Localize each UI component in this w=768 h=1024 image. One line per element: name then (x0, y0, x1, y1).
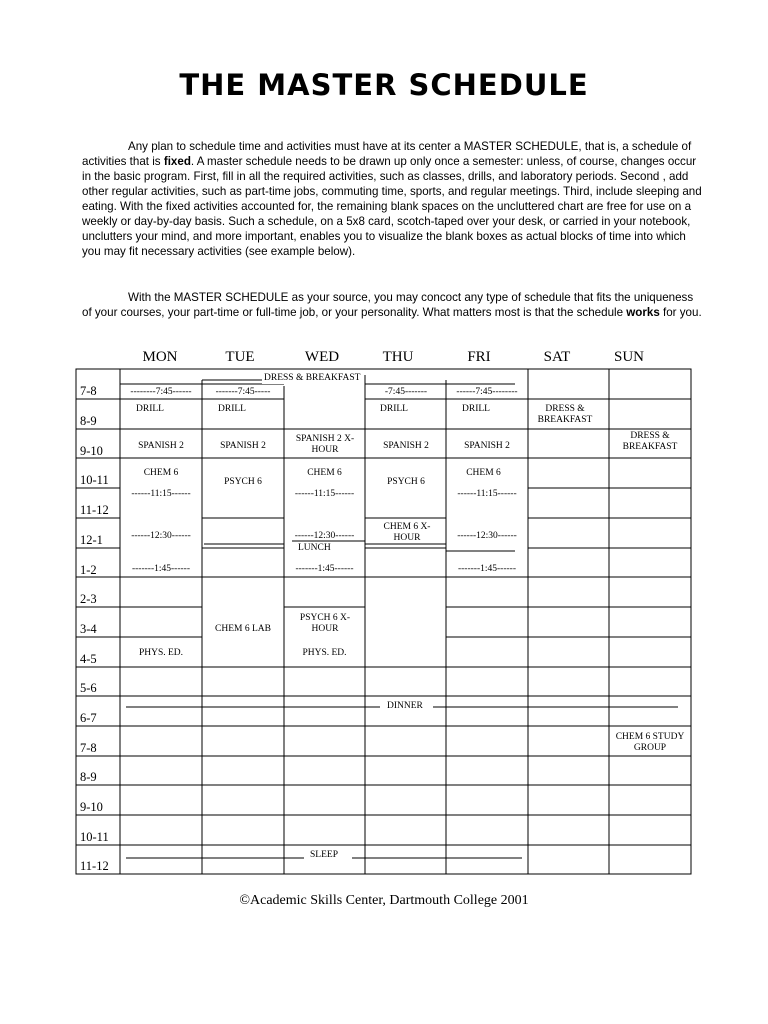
time-label: 10-11 (80, 830, 109, 844)
time-label: 11-12 (80, 503, 109, 517)
day-header-thu: THU (382, 349, 414, 365)
schedule-entry: CHEM 6 LAB (215, 624, 271, 634)
schedule-entry: ------12:30------ (294, 531, 355, 541)
schedule-entry: PSYCH 6 (224, 477, 262, 487)
second-text-end: for you. (659, 306, 702, 319)
schedule-entry: CHEM 6 (143, 468, 179, 478)
time-label: 12-1 (80, 533, 103, 547)
schedule-entry: DRILL (380, 404, 408, 414)
day-header-wed: WED (304, 349, 340, 365)
dress-breakfast-label: DRESS & BREAKFAST (264, 373, 361, 383)
day-header-sun: SUN (613, 349, 644, 365)
schedule-entry: DRESS & BREAKFAST (537, 404, 593, 425)
intro-text-start: Any plan to schedule time and activities must have at its center a MASTER SCHEDULE, that is, a schedule of activities that is (82, 140, 692, 168)
schedule-entry: SPANISH 2 (138, 441, 184, 451)
schedule-entry: -------1:45------ (131, 564, 191, 574)
time-label: 7-8 (80, 384, 97, 398)
day-header-tue: TUE (225, 349, 255, 365)
schedule-entry: ------12:30------ (131, 531, 191, 541)
lunch-label: LUNCH (298, 543, 331, 553)
schedule-entry: DRILL (136, 404, 164, 414)
day-header-fri: FRI (467, 349, 491, 365)
schedule-entry: --------7:45------ (130, 387, 192, 397)
schedule-entry: DRILL (218, 404, 246, 414)
schedule-entry: -------1:45------ (295, 564, 354, 574)
schedule-entry: ------11:15------ (131, 489, 191, 499)
sleep-label: SLEEP (310, 850, 338, 860)
schedule-entry: ------12:30------ (457, 531, 517, 541)
time-label: 9-10 (80, 444, 103, 458)
schedule-entry: -------7:45----- (215, 387, 271, 397)
schedule-entry: SPANISH 2 X-HOUR (295, 434, 355, 455)
schedule-entry: CHEM 6 (466, 468, 501, 478)
schedule-entry: SPANISH 2 (220, 441, 266, 451)
copyright-footer: ©Academic Skills Center, Dartmouth College 2001 (239, 893, 529, 908)
time-label: 10-11 (80, 473, 109, 487)
schedule-entry: PSYCH 6 (387, 477, 425, 487)
page-title: THE MASTER SCHEDULE (179, 68, 589, 102)
time-label: 9-10 (80, 800, 103, 814)
schedule-entry: CHEM 6 X-HOUR (383, 522, 431, 543)
schedule-entry: ------7:45-------- (456, 387, 518, 397)
time-label: 7-8 (80, 741, 97, 755)
schedule-entry: ------11:15------ (294, 489, 355, 499)
schedule-entry: CHEM 6 STUDY GROUP (615, 732, 685, 753)
schedule-entry: -------1:45------ (457, 564, 517, 574)
intro-bold-word: fixed (163, 155, 191, 168)
time-label: 8-9 (80, 770, 97, 784)
schedule-entry: -7:45------- (384, 387, 428, 397)
day-header-sat: SAT (543, 349, 571, 365)
schedule-entry: ------11:15------ (457, 489, 517, 499)
time-label: 3-4 (80, 622, 97, 636)
time-label: 1-2 (80, 563, 97, 577)
second-bold-word: works (626, 306, 660, 319)
schedule-entry: DRILL (462, 404, 490, 414)
second-text-start: With the MASTER SCHEDULE as your source, you may concoct any type of schedule that fits the uniqueness of your courses, your part-time or full-time job, or your personality. What matters most is that the schedule (82, 291, 694, 319)
schedule-entry: SPANISH 2 (383, 441, 429, 451)
dinner-label: DINNER (387, 701, 423, 711)
schedule-entry: PHYS. ED. (302, 648, 347, 658)
time-label: 6-7 (80, 711, 97, 725)
time-label: 5-6 (80, 681, 97, 695)
time-label: 4-5 (80, 652, 97, 666)
intro-text-end: . A master schedule needs to be drawn up only once a semester: unless, of course, changes occur in the basic program. First, fill in all the required activities, such as classes, drills, and laboratory periods. Second , add other regular activities, such as part-time jobs, commuting time, sports, and regular meetings. Third, include sleeping and eating. With the fixed activities accounted for, the remaining blank spaces on the uncluttered chart are free for use on a weekly or day-by-day basis. Such a schedule, on a 5x8 card, scotch-taped over your desk, or carried in your notebook, unclutters your mind, and more important, enables you to visualize the blank boxes as actual blocks of time into which you may fit necessary activities (see example below). (82, 155, 702, 258)
time-label: 2-3 (80, 592, 97, 606)
schedule-entry: SPANISH 2 (464, 441, 510, 451)
schedule-entry: PSYCH 6 X-HOUR (299, 613, 351, 634)
schedule-entry: CHEM 6 (307, 468, 342, 478)
time-label: 8-9 (80, 414, 97, 428)
schedule-entry: DRESS & BREAKFAST (622, 431, 678, 452)
schedule-entry: PHYS. ED. (138, 648, 184, 658)
time-label: 11-12 (80, 859, 109, 873)
day-header-mon: MON (142, 349, 178, 365)
